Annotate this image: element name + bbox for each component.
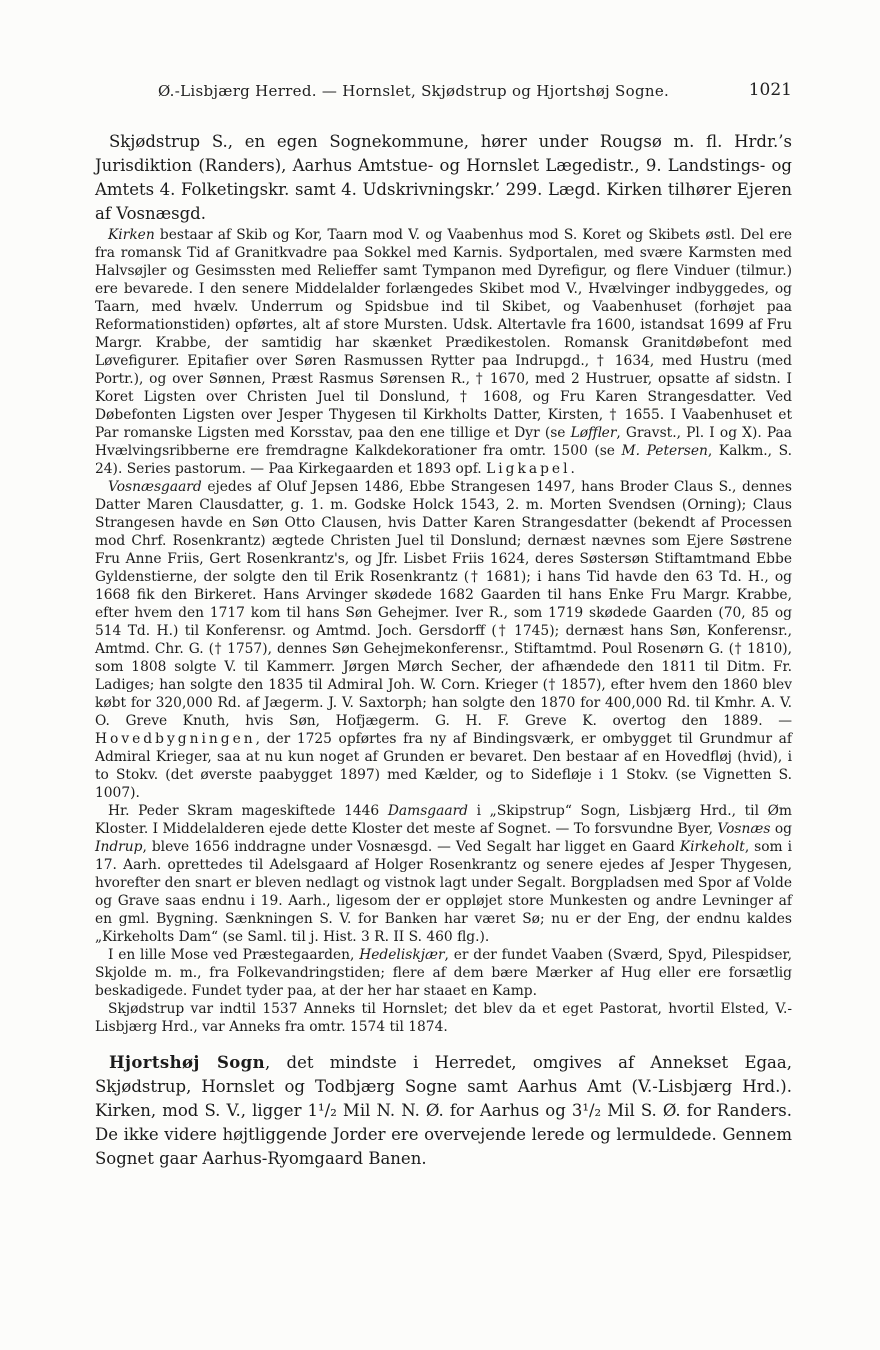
text-segment: Skjødstrup var indtil 1537 Anneks til Hornslet; det blev da et eget Pastorat, hvortil Elsted, V.-Lisbjærg Hrd., var Anneks fra omtr. 1574 til 1874.	[95, 1001, 792, 1035]
text-segment: .	[570, 461, 575, 477]
text-segment: Ligkapel	[486, 461, 571, 477]
text-segment: Hjortshøj Sogn	[109, 1053, 265, 1072]
text-segment: Damsgaard	[387, 803, 469, 819]
text-segment: Skjødstrup S., en egen Sognekommune, hører under Rougsø m. fl. Hrdr.’s Jurisdiktion (Randers), Aarhus Amtstue- og Hornslet Lægedistr., 9. Landstings- og Amtets 4. Folketingskr. samt 4. Udskrivningskr.’ 299. Lægd. Kirken tilhører Ejeren af Vosnæsgd.	[95, 132, 792, 223]
paragraph	[95, 1000, 792, 1036]
text-segment: Kirkeholt	[679, 839, 745, 855]
text-segment: , bleve 1656 inddragne under Vosnæsgd. — Ved Segalt har ligget en Gaard	[142, 839, 680, 855]
text-segment: , der 1725 opførtes fra ny af Bindingsværk, er ombygget til Grundmur af Admiral Krieger, saa at nu kun noget af Grunden er bevaret. Den bestaar af en Hovedfløj (hvid), i to Stokv. (det øverste paabygget 1897) med Kælder, og to Sidefløje i 1 Stokv. (se Vignetten S. 1007).	[95, 731, 792, 801]
text-segment: Vosnæsgaard	[108, 479, 202, 495]
text-segment: , det mindste i Herredet, omgives af Annekset Egaa, Skjødstrup, Hornslet og Todbjærg Sogne samt Aarhus Amt (V.-Lisbjærg Hrd.). Kirken, mod S. V., ligger 1¹/₂ Mil N. N. Ø. for Aarhus og 3¹/₂ Mil S. Ø. for Randers. De ikke videre højtliggende Jorder ere overvejende lerede og lermuldede. Gennem Sognet gaar Aarhus-Ryomgaard Banen.	[95, 1053, 792, 1168]
text-segment: Hr. Peder Skram mageskiftede 1446	[108, 803, 388, 819]
paragraph	[95, 130, 792, 226]
paragraph	[95, 478, 792, 802]
text-segment: , er der fundet Vaaben (Sværd, Spyd, Pilespidser, Skjolde m. m., fra Folkevandringstiden; flere af dem bære Mærker af Hug eller ere forsætlig beskadigede. Fundet tyder paa, at der her har staaet en Kamp.	[95, 947, 793, 999]
text-segment: Løffler	[570, 425, 617, 441]
text-segment: Indrup	[95, 839, 143, 855]
text-segment: , Kalkm., S. 24). Series pastorum. — Paa Kirkegaarden et 1893 opf.	[95, 443, 792, 477]
text-segment: i „Skipstrup“ Sogn, Lisbjærg Hrd., til Øm Kloster. I Middelalderen ejede dette Kloster det meste af Sognet. — To forsvundne Byer,	[95, 803, 792, 837]
header-title: Ø.-Lisbjærg Herred. — Hornslet, Skjødstrup og Hjortshøj Sogne.	[157, 82, 670, 100]
text-segment: ejedes af Oluf Jepsen 1486, Ebbe Strangesen 1497, hans Broder Claus S., dennes Datter Maren Clausdatter, g. 1. m. Godske Holck 1543, 2. m. Morten Svendsen (Orning); Claus Strangesen havde en Søn Otto Clausen, hvis Datter Karen Strangesdatter (bekendt af Processen mod Chrf. Rosenkrantz) ægtede Christen Juel til Donslund; dernæst nævnes som Ejere Søstrene Fru Anne Friis, Gert Rosenkrantz's, og Jfr. Lisbet Friis 1624, deres Søstersøn Stiftamtmand Ebbe Gyldenstierne, der solgte den til Erik Rosenkrantz († 1681); i hans Tid havde den 63 Td. H., og 1668 fik den Birkeret. Hans Arvinger skødede 1682 Gaarden til hans Enke Fru Margr. Krabbe, efter hvem den 1717 kom til hans Søn Gehejmer. Iver R., som 1719 skødede Gaarden (70, 85 og 514 Td. H.) til Konferensr. og Amtmd. Joch. Gersdorff († 1745); dernæst hans Søn, Konferensr., Amtmd. Chr. G. († 1757), dennes Søn Gehejmekonferensr., Stiftamtmd. Poul Rosenørn G. († 1810), som 1808 solgte V. til Kammerr. Jørgen Mørch Secher, der afhændede den 1811 til Ditm. Fr. Ladiges; han solgte den 1835 til Admiral Joh. W. Corn. Krieger († 1857), efter hvem den 1860 blev købt for 320,000 Rd. af Jægerm. J. V. Saxtorph; han solgte den 1870 for 400,000 Rd. til Kmhr. A. V. O. Greve Knuth, hvis Søn, Hofjægerm. G. H. F. Greve K. overtog den 1889. —	[95, 479, 792, 729]
text-segment: Vosnæs	[717, 821, 771, 837]
paragraph	[95, 946, 792, 1000]
text-column	[95, 82, 792, 1171]
text-segment: Hedeliskjær	[359, 947, 445, 963]
text-segment: , Gravst., Pl. I og X). Paa Hvælvingsribberne ere fremdragne Kalkdekorationer fra omtr. 1500 (se	[95, 425, 792, 459]
text-segment: , som i 17. Aarh. oprettedes til Adelsgaard af Holger Rosenkrantz og senere ejedes af Jesper Thygesen, hvorefter den snart er bleven nedlagt og vistnok lagt under Segalt. Borgpladsen med Spor af Volde og Grave saas endnu i 19. Aarh., ligesom der er oppløjet store Munkesten og andre Levninger af en gml. Bygning. Sænkningen S. V. for Banken har været Sø; nu er der Eng, der endnu kaldes „Kirkeholts Dam“ (se Saml. til j. Hist. 3 R. II S. 460 flg.).	[95, 839, 792, 945]
paragraph	[95, 802, 792, 946]
text-segment: bestaar af Skib og Kor, Taarn mod V. og Vaabenhus mod S. Koret og Skibets østl. Del ere fra romansk Tid af Granitkvadre paa Sokkel med Karnis. Sydportalen, med svære Karmsten med Halvsøjler og Gesimssten med Relieffer samt Tympanon med Dyrefigur, og flere Vinduer (tilmur.) ere bevarede. I den senere Middelalder forlængedes Skibet mod V., Hvælvinger indbyggedes, og Taarn, med hvælv. Underrum og Spidsbue ind til Skibet, og Vaabenhuset (forhøjet paa Reformationstiden) opførtes, alt af store Mursten. Udsk. Altertavle fra 1600, istandsat 1699 af Fru Margr. Krabbe, der samtidig har skænket Prædikestolen. Romansk Granitdøbefont med Løvefigurer. Epitafier over Søren Rasmussen Rytter paa Indrupgd., † 1634, med Hustru (med Portr.), og over Sønnen, Præst Rasmus Sørensen R., † 1670, med 2 Hustruer, opsatte af sidstn. I Koret Ligsten over Christen Juel til Donslund, † 1608, og Fru Karen Strangesdatter. Ved Døbefonten Ligsten over Jesper Thygesen til Kirkholts Datter, Kirsten, † 1655. I Vaabenhuset et Par romanske Ligsten med Korsstav, paa den ene tillige et Dyr (se	[95, 227, 792, 441]
text-segment: og	[770, 821, 792, 837]
page-body	[95, 130, 792, 1171]
text-segment: M. Petersen	[621, 443, 708, 459]
text-segment: I en lille Mose ved Præstegaarden,	[108, 947, 360, 963]
text-segment: Kirken	[108, 227, 155, 243]
text-segment: Hovedbygningen	[95, 731, 256, 747]
paragraph	[95, 226, 792, 478]
running-header	[95, 82, 792, 106]
page-number: 1021	[748, 80, 792, 100]
paragraph	[95, 1051, 792, 1171]
